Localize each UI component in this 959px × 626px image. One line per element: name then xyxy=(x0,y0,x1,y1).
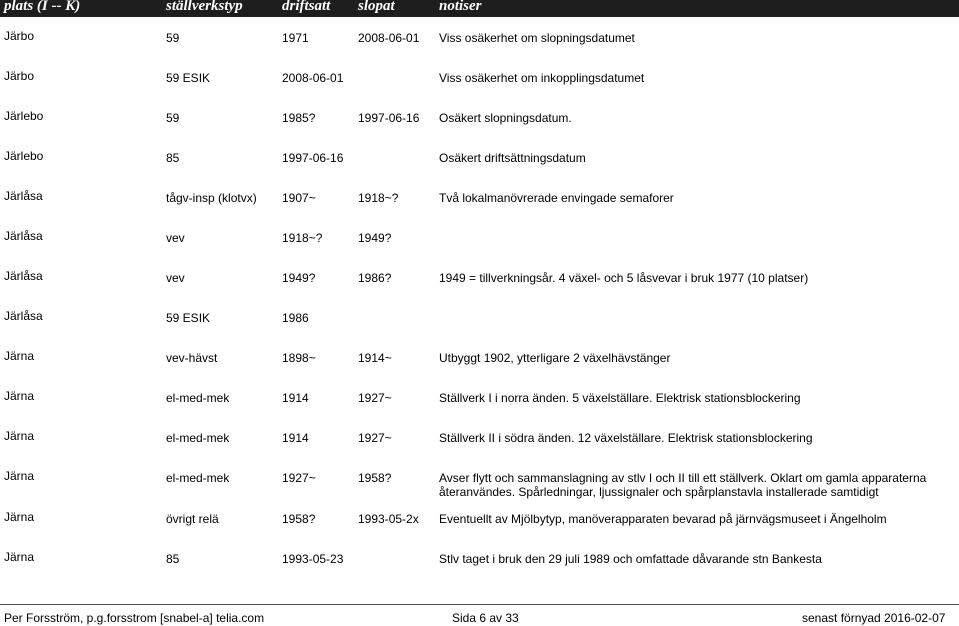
cell-driftsatt: 1918~? xyxy=(282,231,323,245)
cell-notiser: 1949 = tillverkningsår. 4 växel- och 5 låsvevar i bruk 1977 (10 platser) xyxy=(439,271,809,285)
cell-plats: Järna xyxy=(4,469,35,483)
header-slopat: slopat xyxy=(358,0,395,14)
cell-typ: el-med-mek xyxy=(166,471,230,485)
cell-typ: övrigt relä xyxy=(166,512,219,526)
cell-plats: Järbo xyxy=(4,29,35,43)
cell-plats: Järna xyxy=(4,349,35,363)
cell-typ: 85 xyxy=(166,552,180,566)
cell-driftsatt: 1914 xyxy=(282,391,309,405)
cell-notiser: Utbyggt 1902, ytterligare 2 växelhävstänger xyxy=(439,351,671,365)
cell-driftsatt: 1986 xyxy=(282,311,309,325)
cell-driftsatt: 1997-06-16 xyxy=(282,151,344,165)
cell-driftsatt: 1958? xyxy=(282,512,316,526)
footer-divider xyxy=(0,604,959,605)
cell-typ: vev-hävst xyxy=(166,351,218,365)
cell-plats: Järna xyxy=(4,510,35,524)
header-notiser: notiser xyxy=(439,0,482,14)
cell-driftsatt: 1993-05-23 xyxy=(282,552,344,566)
cell-notiser: Osäkert slopningsdatum. xyxy=(439,111,572,125)
cell-typ: 85 xyxy=(166,151,180,165)
cell-driftsatt: 1914 xyxy=(282,431,309,445)
cell-notiser: Ställverk I i norra änden. 5 växelställare. Elektrisk stationsblockering xyxy=(439,391,801,405)
cell-plats: Järlåsa xyxy=(4,189,43,203)
cell-driftsatt: 1949? xyxy=(282,271,316,285)
cell-slopat: 1958? xyxy=(358,471,392,485)
cell-plats: Järlebo xyxy=(4,109,44,123)
cell-typ: 59 xyxy=(166,111,180,125)
cell-driftsatt: 1971 xyxy=(282,31,309,45)
footer-page-number: Sida 6 av 33 xyxy=(452,611,519,625)
footer-author: Per Forsström, p.g.forsstrom [snabel-a] telia.com xyxy=(4,611,265,625)
cell-notiser: Eventuellt av Mjölbytyp, manöverapparaten bevarad på järnvägsmuseet i Ängelholm xyxy=(439,512,887,526)
cell-notiser: Ställverk II i södra änden. 12 växelställare. Elektrisk stationsblockering xyxy=(439,431,813,445)
header-stallverkstyp: ställverkstyp xyxy=(166,0,243,14)
header-plats: plats (I -- K) xyxy=(4,0,81,14)
cell-plats: Järna xyxy=(4,389,35,403)
cell-slopat: 1914~ xyxy=(358,351,392,365)
cell-plats: Järlåsa xyxy=(4,309,43,323)
cell-slopat: 1949? xyxy=(358,231,392,245)
cell-plats: Järna xyxy=(4,550,35,564)
cell-typ: el-med-mek xyxy=(166,391,230,405)
cell-plats: Järlebo xyxy=(4,149,44,163)
cell-typ: 59 ESIK xyxy=(166,311,211,325)
cell-slopat: 2008-06-01 xyxy=(358,31,420,45)
cell-slopat: 1993-05-2x xyxy=(358,512,419,526)
cell-notiser: Viss osäkerhet om slopningsdatumet xyxy=(439,31,635,45)
table-header xyxy=(0,0,959,17)
cell-slopat: 1927~ xyxy=(358,431,392,445)
cell-typ: el-med-mek xyxy=(166,431,230,445)
cell-slopat: 1918~? xyxy=(358,191,399,205)
cell-notiser: Avser flytt och sammanslagning av stlv I och II till ett ställverk. Oklart om gamla apparaterna återanvändes. Spårledningar, ljussignaler och spårplanstavla installerade samtidigt xyxy=(439,471,927,499)
cell-typ: tågv-insp (klotvx) xyxy=(166,191,257,205)
cell-slopat: 1986? xyxy=(358,271,392,285)
cell-typ: vev xyxy=(166,271,185,285)
cell-typ: 59 xyxy=(166,31,180,45)
cell-plats: Järlåsa xyxy=(4,269,43,283)
cell-driftsatt: 2008-06-01 xyxy=(282,71,344,85)
cell-slopat: 1997-06-16 xyxy=(358,111,420,125)
cell-notiser: Två lokalmanövrerade envingade semaforer xyxy=(439,191,674,205)
cell-driftsatt: 1985? xyxy=(282,111,316,125)
cell-driftsatt: 1898~ xyxy=(282,351,316,365)
cell-typ: vev xyxy=(166,231,185,245)
cell-typ: 59 ESIK xyxy=(166,71,211,85)
cell-slopat: 1927~ xyxy=(358,391,392,405)
cell-plats: Järlåsa xyxy=(4,229,43,243)
cell-notiser: Viss osäkerhet om inkopplingsdatumet xyxy=(439,71,645,85)
cell-plats: Järna xyxy=(4,429,35,443)
footer-updated-date: senast förnyad 2016-02-07 xyxy=(802,611,946,625)
header-driftsatt: driftsatt xyxy=(282,0,331,14)
cell-plats: Järbo xyxy=(4,69,35,83)
cell-driftsatt: 1927~ xyxy=(282,471,316,485)
cell-notiser: Osäkert driftsättningsdatum xyxy=(439,151,586,165)
cell-driftsatt: 1907~ xyxy=(282,191,316,205)
cell-notiser: Stlv taget i bruk den 29 juli 1989 och omfattade dåvarande stn Bankesta xyxy=(439,552,822,566)
